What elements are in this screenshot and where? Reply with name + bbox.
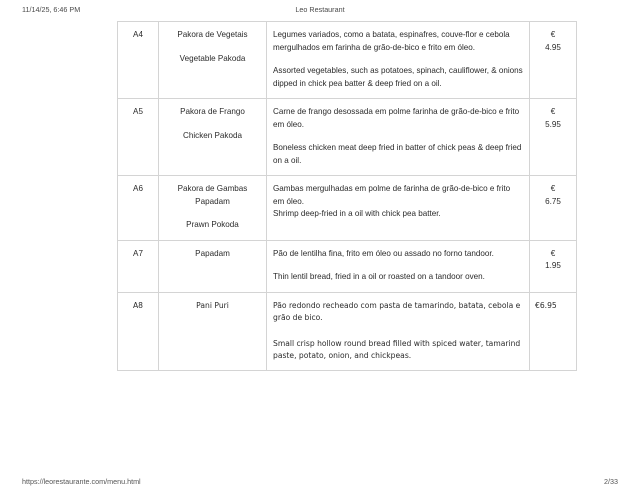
menu-item-name [159, 292, 267, 371]
table-row [118, 176, 577, 241]
currency-symbol: € [550, 30, 556, 39]
menu-item-description [267, 240, 530, 292]
price-value: 4.95 [545, 42, 561, 52]
description-en: Small crisp hollow round bread filled with spiced water, tamarind paste, potato, onion, and chickpeas. [273, 339, 521, 361]
menu-item-name [159, 22, 267, 99]
table-row [118, 99, 577, 176]
description-pt: Pão redondo recheado com pasta de tamarindo, batata, cebola e grão de bico. [273, 300, 521, 323]
menu-item-price [530, 22, 577, 99]
page-number: 2/33 [604, 477, 618, 486]
price-value: 6.75 [545, 196, 561, 206]
menu-item-price [530, 99, 577, 176]
dish-name-en: Prawn Pokoda [186, 220, 239, 230]
description-en: Boneless chicken meat deep fried in batter of chick peas & deep fried on a oil. [273, 143, 522, 165]
menu-item-description [267, 292, 530, 371]
menu-item-name [159, 240, 267, 292]
table-row [118, 292, 577, 371]
menu-item-code: A4 [118, 22, 159, 99]
menu-item-description [267, 22, 530, 99]
print-footer [0, 477, 640, 489]
currency-symbol: € [550, 248, 556, 258]
dish-name-pt: Papadam [195, 248, 230, 258]
menu-item-description [267, 99, 530, 176]
menu-item-code: A6 [118, 176, 159, 241]
dish-name-en: Vegetable Pakoda [179, 53, 246, 63]
description-en: Assorted vegetables, such as potatoes, spinach, cauliflower, & onions dipped in chick pea batter & deep fried on a oil. [273, 66, 523, 88]
print-header [0, 0, 640, 18]
dish-name-pt: Pakora de Vegetais [177, 30, 248, 39]
menu-item-code: A8 [118, 292, 159, 371]
price-value: 5.95 [545, 119, 561, 129]
menu-item-name [159, 176, 267, 241]
description-en: Shrimp deep-fried in a oil with chick pea batter. [273, 209, 441, 219]
menu-item-code: A5 [118, 99, 159, 176]
description-pt: Carne de frango desossada em polme farinha de grão-de-bico e frito em óleo. [273, 107, 520, 129]
dish-name-pt: Pakora de Frango [180, 107, 245, 117]
currency-symbol: € [550, 107, 556, 117]
menu-table [117, 21, 577, 371]
document-title: Leo Restaurant [295, 5, 345, 14]
source-url: https://leorestaurante.com/menu.html [22, 477, 141, 486]
dish-name-pt: Pani Puri [196, 300, 229, 310]
description-pt: Gambas mergulhadas em polme de farinha de grão-de-bico e frito em óleo. [273, 184, 511, 206]
currency-symbol: € [550, 184, 556, 194]
table-row [118, 22, 577, 99]
description-pt: Pão de lentilha fina, frito em óleo ou assado no forno tandoor. [273, 248, 494, 258]
description-en: Thin lentil bread, fried in a oil or roasted on a tandoor oven. [273, 272, 485, 282]
menu-item-name [159, 99, 267, 176]
dish-name-en: Chicken Pakoda [183, 130, 242, 140]
description-pt: Legumes variados, como a batata, espinafres, couve-flor e cebola mergulhados em farinha de grão-de-bico e frito em óleo. [273, 30, 510, 52]
dish-name-pt: Pakora de Gambas Papadam [177, 184, 248, 206]
print-date: 11/14/25, 6:46 PM [22, 5, 81, 14]
menu-item-code: A7 [118, 240, 159, 292]
menu-item-description [267, 176, 530, 241]
menu-item-price: €6.95 [530, 292, 577, 371]
menu-item-price [530, 176, 577, 241]
menu-item-price [530, 240, 577, 292]
table-row [118, 240, 577, 292]
price-value: 1.95 [545, 261, 561, 271]
